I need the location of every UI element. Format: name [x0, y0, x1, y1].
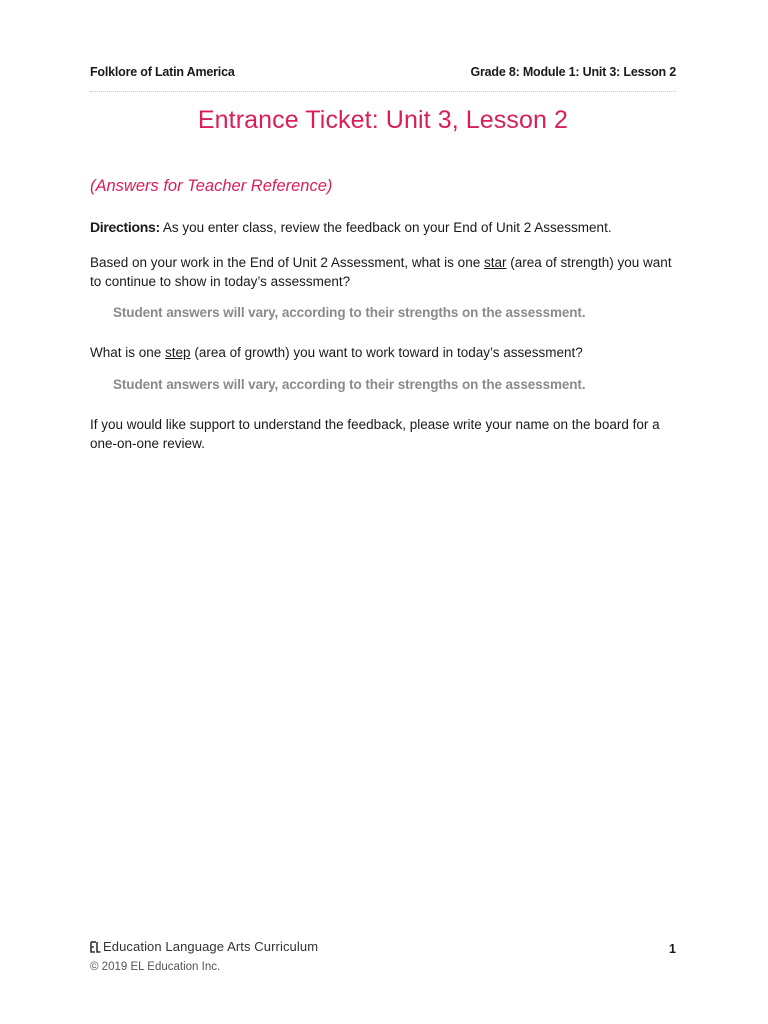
question-step-before: What is one: [90, 345, 166, 360]
support-paragraph: If you would like support to understand the feedback, please write your name on the board for a one-on-one review.: [90, 417, 660, 451]
question-star: [90, 253, 676, 291]
question-step-keyword: step: [165, 345, 191, 360]
question-star-after: (area of strength) you want to continue to show in today’s assessment?: [90, 255, 672, 289]
question-star-before: Based on your work in the End of Unit 2 Assessment, what is one: [90, 255, 484, 270]
header-divider: [90, 91, 676, 92]
footer-logo-text: Education Language Arts Curriculum: [103, 939, 319, 954]
page-number: 1: [669, 942, 676, 956]
directions-paragraph: [90, 218, 676, 237]
directions-label: Directions:: [90, 219, 160, 235]
footer-logo: [90, 939, 318, 954]
answer-step: Student answers will vary, according to their strengths on the assessment.: [113, 377, 586, 392]
header-right-lesson: Grade 8: Module 1: Unit 3: Lesson 2: [470, 65, 676, 79]
teacher-reference-subtitle: (Answers for Teacher Reference): [90, 177, 333, 195]
question-star-keyword: star: [483, 255, 507, 270]
directions-text: As you enter class, review the feedback on your End of Unit 2 Assessment.: [159, 220, 612, 235]
el-logo-icon: [90, 941, 101, 953]
page-header: [90, 62, 676, 82]
question-step-after: (area of growth) you want to work toward in today’s assessment?: [190, 345, 583, 360]
document-page: [90, 0, 676, 1024]
header-left-title: Folklore of Latin America: [90, 65, 235, 79]
question-step: [90, 343, 676, 362]
page-title: Entrance Ticket: Unit 3, Lesson 2: [197, 106, 569, 134]
answer-star: Student answers will vary, according to their strengths on the assessment.: [113, 305, 586, 320]
footer-copyright: © 2019 EL Education Inc.: [90, 961, 221, 973]
